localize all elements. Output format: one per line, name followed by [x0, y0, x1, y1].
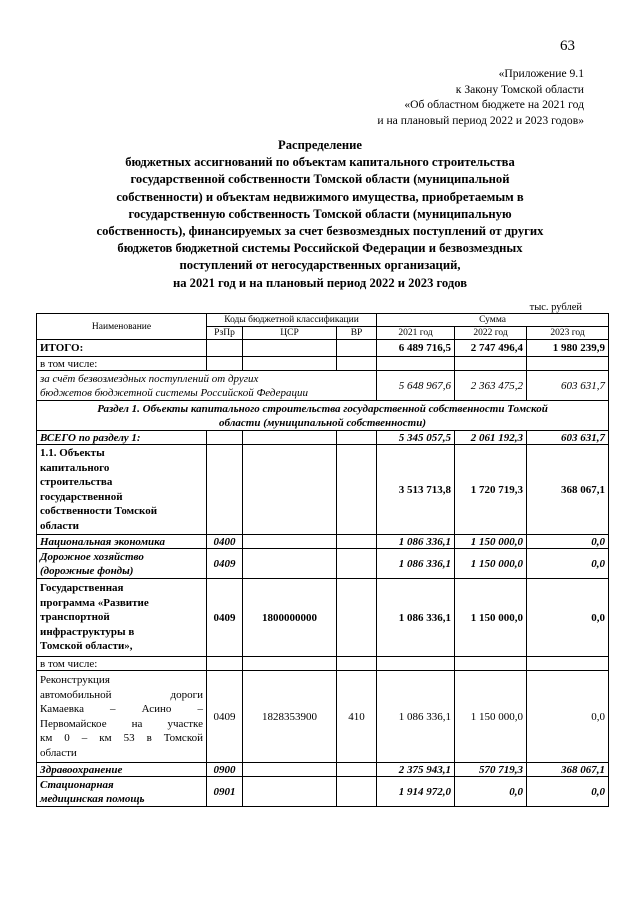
row-name: Дорожное хозяйство (дорожные фонды)	[37, 549, 207, 579]
row-2023: 0,0	[527, 549, 609, 579]
header-2023: 2023 год	[527, 327, 609, 340]
row-2022: 2 363 475,2	[455, 371, 527, 401]
row-2021: 1 086 336,1	[377, 671, 455, 763]
row-name: в том числе:	[37, 657, 207, 671]
table-row	[37, 371, 609, 401]
table-row	[37, 763, 609, 777]
document-title	[40, 137, 600, 292]
row-2021: 5 648 967,6	[377, 371, 455, 401]
row-2021: 1 086 336,1	[377, 535, 455, 549]
row-csr	[243, 340, 337, 357]
table-row	[37, 431, 609, 445]
row-2023: 603 631,7	[527, 371, 609, 401]
annex-reference	[377, 66, 584, 128]
row-2021: 2 375 943,1	[377, 763, 455, 777]
row-2023: 0,0	[527, 671, 609, 763]
row-2022: 1 150 000,0	[455, 579, 527, 657]
header-csr: ЦСР	[243, 327, 337, 340]
row-2023: 0,0	[527, 535, 609, 549]
row-2023: 368 067,1	[527, 763, 609, 777]
row-2021: 6 489 716,5	[377, 340, 455, 357]
row-2023: 0,0	[527, 777, 609, 807]
budget-table	[36, 313, 609, 807]
row-2022: 1 720 719,3	[455, 445, 527, 535]
row-2023: 0,0	[527, 579, 609, 657]
row-rzpr	[207, 340, 243, 357]
header-2021: 2021 год	[377, 327, 455, 340]
row-2021: 3 513 713,8	[377, 445, 455, 535]
row-csr: 1828353900	[243, 671, 337, 763]
section-row	[37, 401, 609, 431]
row-2021: 1 914 972,0	[377, 777, 455, 807]
row-name: Реконструкция автомобильной дороги Камаевка – Асино – Первомайское на участке км 0 – км 53 в Томской области	[37, 671, 207, 763]
table-row	[37, 657, 609, 671]
title-line: бюджетов бюджетной системы Российской Федерации и безвозмездных	[117, 241, 523, 256]
row-name: Стационарная медицинская помощь	[37, 777, 207, 807]
title-line: на 2021 год и на плановый период 2022 и 2023 годов	[172, 275, 468, 290]
table-row	[37, 671, 609, 763]
table-row	[37, 549, 609, 579]
header-2022: 2022 год	[455, 327, 527, 340]
row-2021: 1 086 336,1	[377, 549, 455, 579]
title-line: государственную собственность Томской области (муниципальную	[128, 206, 512, 221]
title-line: поступлений от негосударственных организаций,	[179, 258, 461, 273]
row-name: 1.1. Объекты капитального строительства государственной собственности Томской области	[37, 445, 207, 535]
annex-line: «Об областном бюджете на 2021 год	[404, 98, 584, 111]
table-row	[37, 579, 609, 657]
title-line: собственность), финансируемых за счет безвозмездных поступлений от других	[96, 224, 544, 239]
row-name: за счёт безвозмездных поступлений от других бюджетов бюджетной системы Российской Федерации	[37, 371, 377, 401]
title-line: бюджетных ассигнований по объектам капитального строительства	[125, 155, 515, 170]
row-2023: 603 631,7	[527, 431, 609, 445]
table-row	[37, 777, 609, 807]
row-vr	[337, 340, 377, 357]
header-name: Наименование	[37, 314, 207, 340]
row-name: Государственная программа «Развитие транспортной инфраструктуры в Томской области»,	[37, 579, 207, 657]
row-2022: 0,0	[455, 777, 527, 807]
table-header-row	[37, 314, 609, 327]
row-2023: 1 980 239,9	[527, 340, 609, 357]
section-title: Раздел 1. Объекты капитального строительства государственной собственности Томской области (муниципальной собственности)	[37, 401, 609, 431]
title-line: государственной собственности Томской области (муниципальной	[130, 172, 510, 187]
row-rzpr: 0409	[207, 579, 243, 657]
row-name: Здравоохранение	[37, 763, 207, 777]
row-rzpr: 0409	[207, 549, 243, 579]
row-rzpr: 0900	[207, 763, 243, 777]
row-name: Национальная экономика	[37, 535, 207, 549]
row-csr: 1800000000	[243, 579, 337, 657]
row-2022: 2 747 496,4	[455, 340, 527, 357]
table-row	[37, 535, 609, 549]
header-rzpr: РзПр	[207, 327, 243, 340]
row-vr: 410	[337, 671, 377, 763]
row-2022: 1 150 000,0	[455, 671, 527, 763]
table-row	[37, 357, 609, 371]
row-2022: 1 150 000,0	[455, 549, 527, 579]
row-2021: 5 345 057,5	[377, 431, 455, 445]
page-number: 63	[560, 38, 575, 54]
annex-line: к Закону Томской области	[455, 82, 584, 96]
row-name: ВСЕГО по разделу 1:	[37, 431, 207, 445]
row-2023: 368 067,1	[527, 445, 609, 535]
annex-line: и на плановый период 2022 и 2023 годов»	[377, 113, 584, 127]
title-line: собственности) и объектам недвижимого имущества, приобретаемым в	[116, 189, 524, 204]
units-label: тыс. рублей	[529, 302, 582, 313]
row-2021: 1 086 336,1	[377, 579, 455, 657]
header-sum: Сумма	[377, 314, 609, 327]
row-2022: 1 150 000,0	[455, 535, 527, 549]
header-vr: ВР	[337, 327, 377, 340]
table-row	[37, 445, 609, 535]
header-codes: Коды бюджетной классификации	[207, 314, 377, 327]
row-rzpr: 0400	[207, 535, 243, 549]
row-name: в том числе:	[37, 357, 207, 371]
annex-line: «Приложение 9.1	[498, 67, 584, 80]
row-name: ИТОГО:	[37, 340, 207, 357]
row-2022: 2 061 192,3	[455, 431, 527, 445]
row-2022: 570 719,3	[455, 763, 527, 777]
row-rzpr: 0409	[207, 671, 243, 763]
row-rzpr: 0901	[207, 777, 243, 807]
title-line: Распределение	[278, 138, 362, 152]
table-row	[37, 340, 609, 357]
